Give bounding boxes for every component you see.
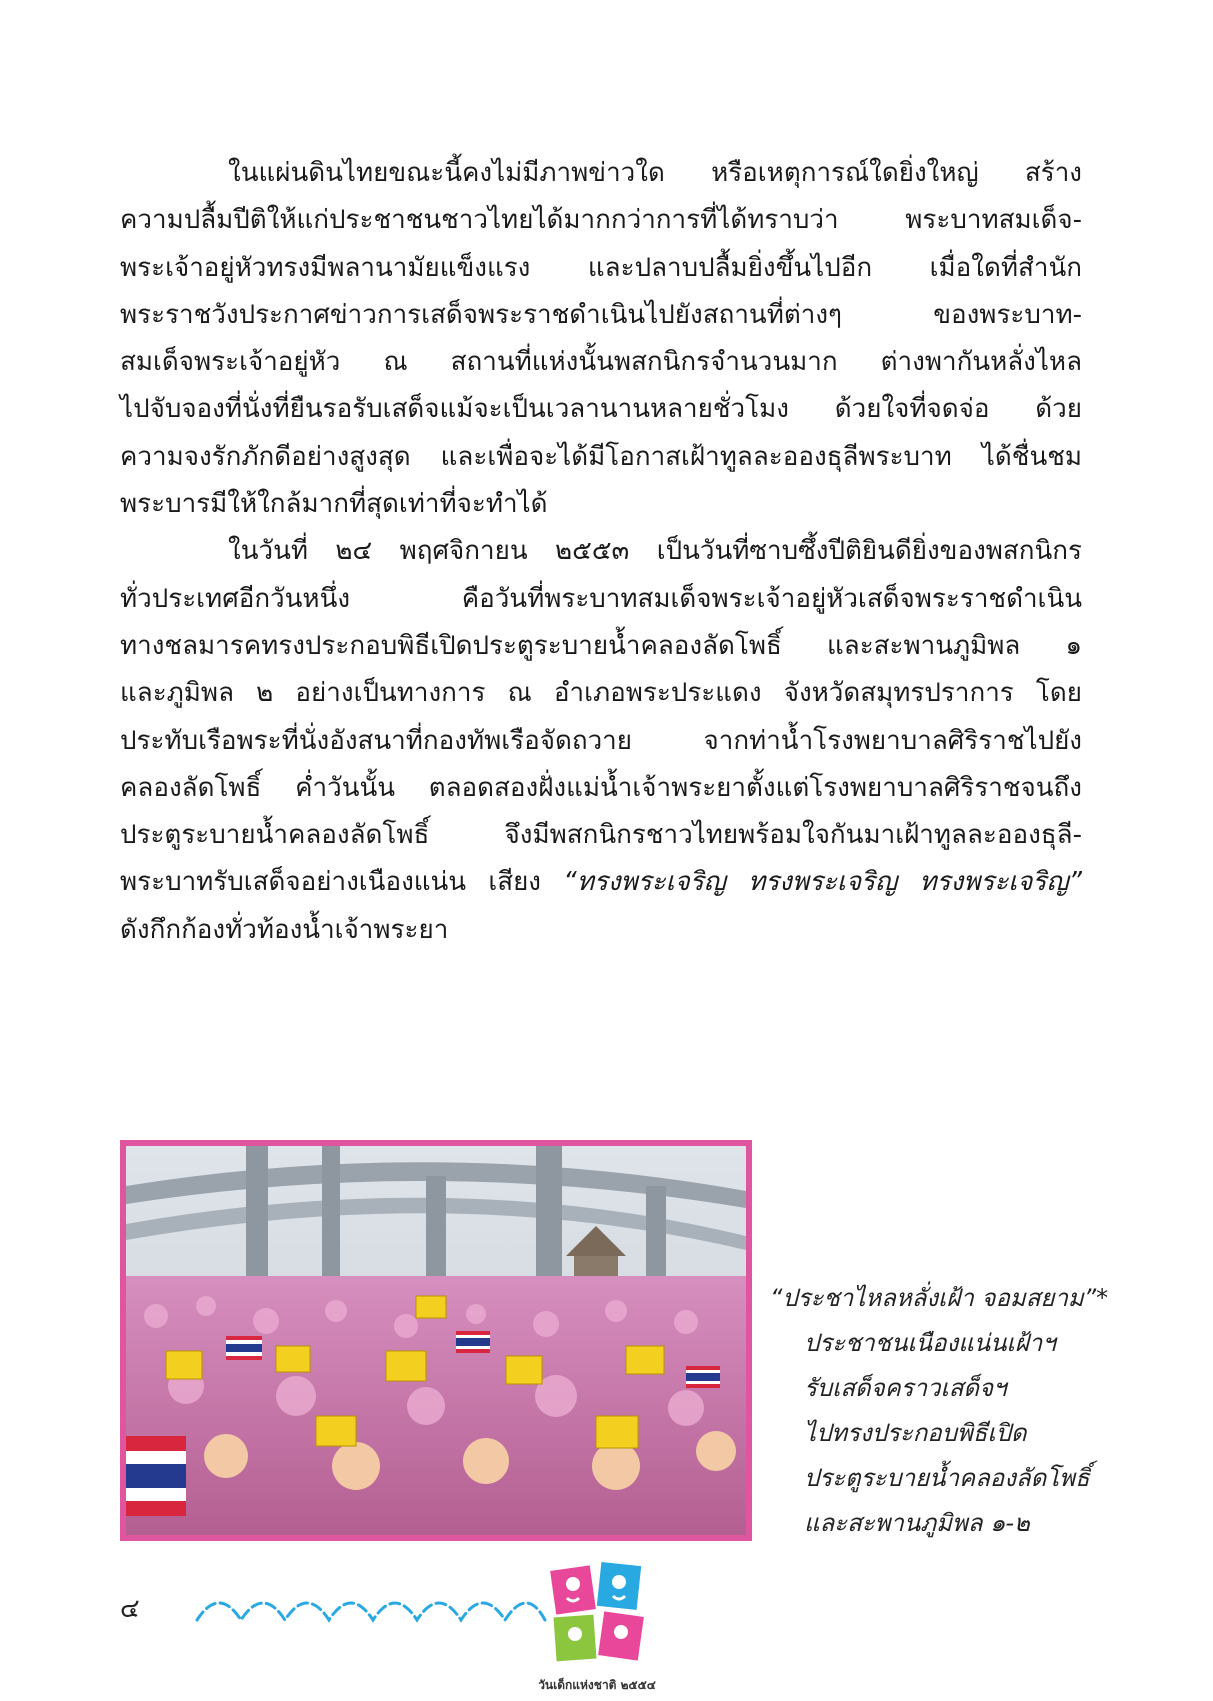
text-line: ในวันที่ ๒๔ พฤศจิกายน ๒๕๕๓ เป็นวันที่ซาบซึ้งปีติยินดียิ่งของพสกนิกร <box>228 536 1082 567</box>
text-line: ความจงรักภักดีอย่างสูงสุด และเพื่อจะได้มีโอกาสเฝ้าทูลละอองธุลีพระบาท ได้ชื่นชม <box>120 441 1082 472</box>
page-number: ๔ <box>120 1594 140 1624</box>
text-line-with-quote <box>120 859 1082 906</box>
text-line: ทั่วประเทศอีกวันหนึ่ง คือวันที่พระบาทสมเด็จพระเจ้าอยู่หัวเสด็จพระราชดำเนิน <box>120 583 1082 614</box>
caption-line: ประชาชนเนืองแน่นเฝ้าฯ <box>804 1329 1056 1357</box>
caption-line: รับเสด็จคราวเสด็จฯ <box>804 1374 1007 1402</box>
text-line: ดังกึกก้องทั่วท้องน้ำเจ้าพระยา <box>120 914 449 945</box>
childrens-day-logo-icon <box>547 1558 647 1668</box>
wave-decoration-icon <box>193 1582 549 1626</box>
text-line: และภูมิพล ๒ อย่างเป็นทางการ ณ อำเภอพระประแดง จังหวัดสมุทรปราการ โดย <box>120 678 1082 709</box>
caption-line: ประตูระบายน้ำคลองลัดโพธิ์ <box>804 1464 1090 1492</box>
paragraph-1 <box>120 150 1082 528</box>
text-line: ความปลื้มปีติให้แก่ประชาชนชาวไทยได้มากกว่าการที่ได้ทราบว่า พระบาทสมเด็จ- <box>120 205 1082 236</box>
body-text <box>120 150 1082 954</box>
text-line: ไปจับจองที่นั่งที่ยืนรอรับเสด็จแม้จะเป็นเวลานานหลายชั่วโมง ด้วยใจที่จดจ่อ ด้วย <box>120 394 1082 425</box>
crowd-photo-illustration <box>126 1146 746 1535</box>
caption-title: “ประชาไหลหลั่งเฝ้า จอมสยาม”* <box>770 1284 1109 1312</box>
caption-line: และสะพานภูมิพล ๑-๒ <box>804 1509 1030 1537</box>
text-segment: พระบาทรับเสด็จอย่างเนืองแน่น เสียง <box>120 867 564 898</box>
paragraph-2 <box>120 528 1082 954</box>
text-line: ทางชลมารคทรงประกอบพิธีเปิดประตูระบายน้ำคลองลัดโพธิ์ และสะพานภูมิพล ๑ <box>120 630 1082 661</box>
text-line: พระเจ้าอยู่หัวทรงมีพลานามัยแข็งแรง และปลาบปลื้มยิ่งขึ้นไปอีก เมื่อใดที่สำนัก <box>120 252 1082 283</box>
text-line: ประตูระบายน้ำคลองลัดโพธิ์ จึงมีพสกนิกรชาวไทยพร้อมใจกันมาเฝ้าทูลละอองธุลี- <box>120 820 1082 851</box>
text-line: ประทับเรือพระที่นั่งอังสนาที่กองทัพเรือจัดถวาย จากท่าน้ำโรงพยาบาลศิริราชไปยัง <box>120 725 1082 756</box>
crowd-photo <box>120 1140 752 1541</box>
photo-caption <box>770 1276 1190 1546</box>
text-line: ในแผ่นดินไทยขณะนี้คงไม่มีภาพข่าวใด หรือเหตุการณ์ใดยิ่งใหญ่ สร้าง <box>228 158 1082 188</box>
caption-line: ไปทรงประกอบพิธีเปิด <box>804 1419 1027 1447</box>
text-line: พระราชวังประกาศข่าวการเสด็จพระราชดำเนินไปยังสถานที่ต่างๆ ของพระบาท- <box>120 299 1082 330</box>
text-line: คลองลัดโพธิ์ ค่ำวันนั้น ตลอดสองฝั่งแม่น้ำเจ้าพระยาตั้งแต่โรงพยาบาลศิริราชจนถึง <box>120 772 1082 803</box>
text-line: พระบารมีให้ใกล้มากที่สุดเท่าที่จะทำได้ <box>120 489 548 520</box>
blessing-quote: “ทรงพระเจริญ ทรงพระเจริญ ทรงพระเจริญ” <box>563 867 1082 898</box>
logo-label: วันเด็กแห่งชาติ ๒๕๕๔ <box>538 1678 656 1692</box>
text-line: สมเด็จพระเจ้าอยู่หัว ณ สถานที่แห่งนั้นพสกนิกรจำนวนมาก ต่างพากันหลั่งไหล <box>120 347 1082 378</box>
